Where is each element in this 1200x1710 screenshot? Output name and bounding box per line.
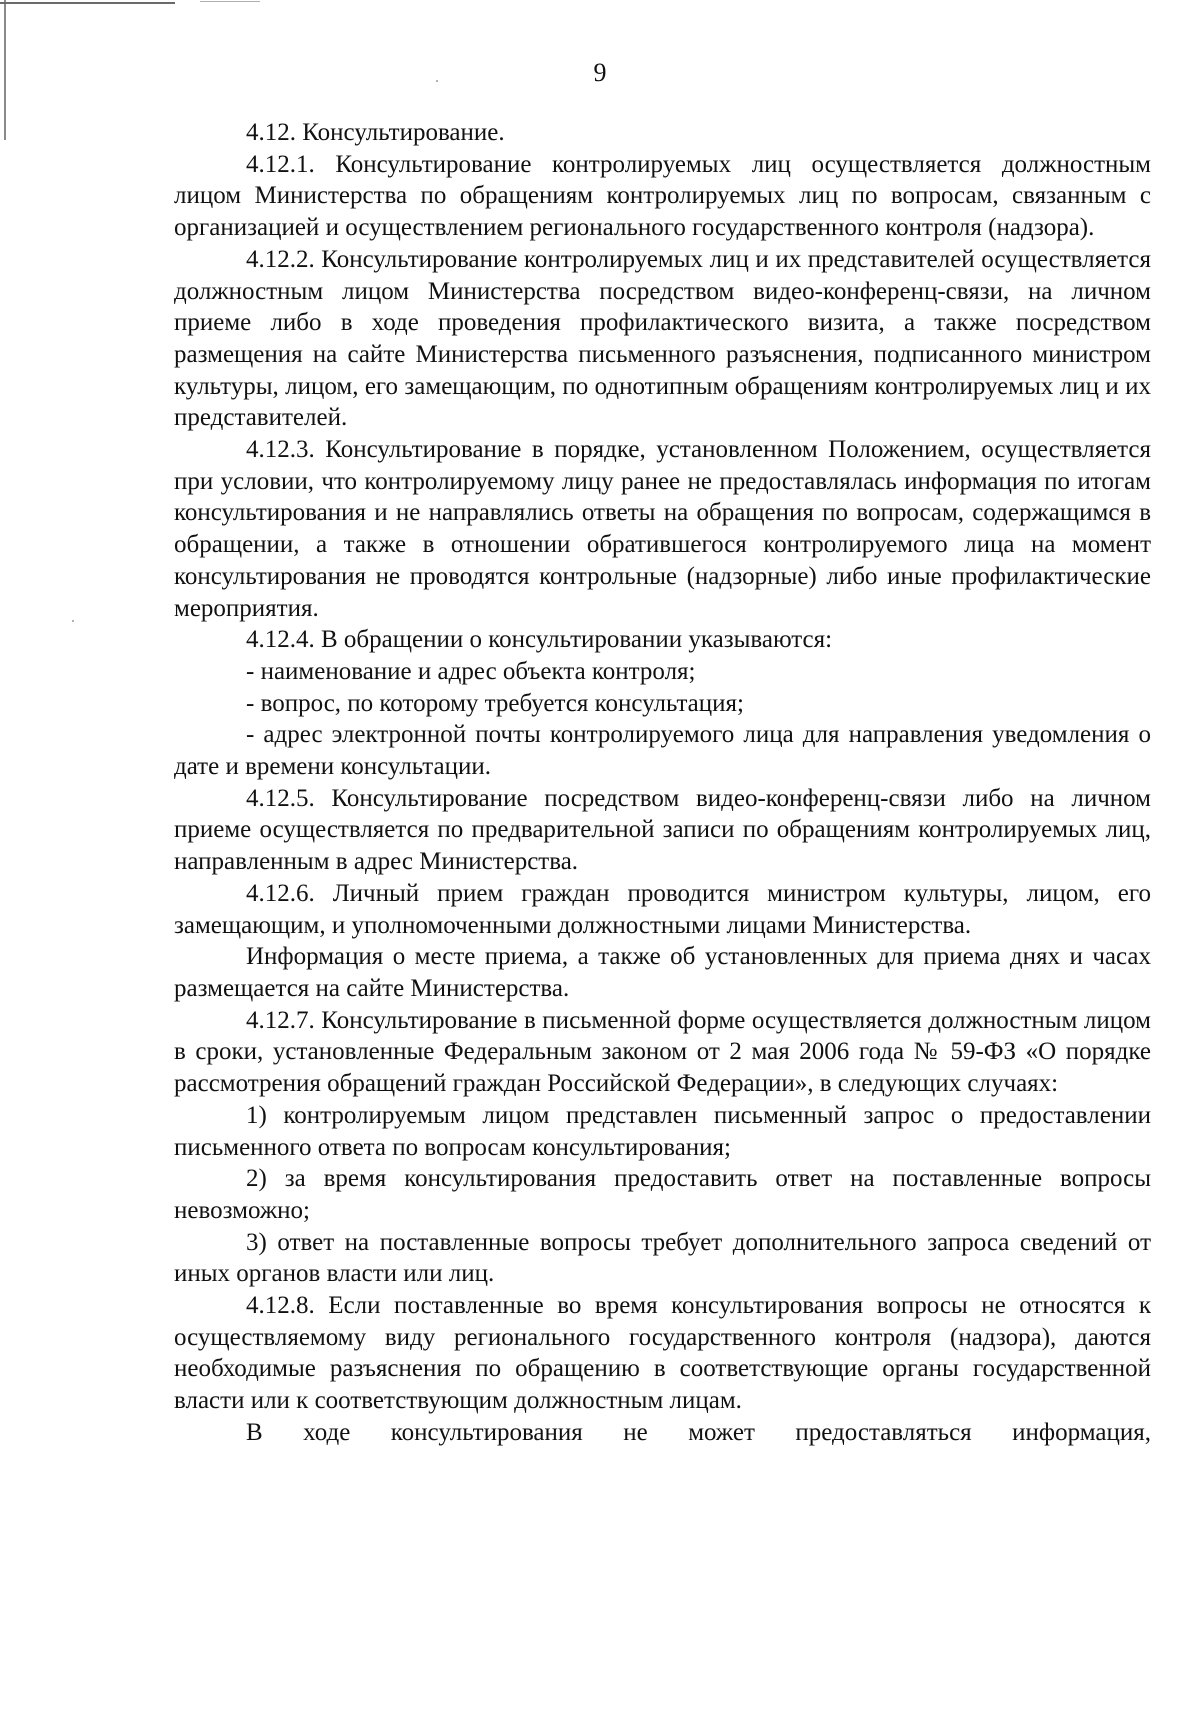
list-item: - адрес электронной почты контролируемого лица для направления уведомления о дате и времени консультации. (174, 721, 1151, 781)
scan-edge-artifact (0, 2, 175, 4)
document-body (174, 117, 1151, 1449)
list-item: 3) ответ на поставленные вопросы требует дополнительного запроса сведений от иных органов власти или лиц. (174, 1228, 1151, 1288)
list-item: - вопрос, по которому требуется консультация; (246, 689, 744, 717)
paragraph: В ходе консультирования не может предоставляться информация, (246, 1418, 1151, 1446)
page-number: 9 (593, 58, 607, 87)
paragraph: 4.12.2. Консультирование контролируемых лиц и их представителей осуществляется должностным лицом Министерства посредством видео-конференц-связи, на личном приеме либо в ходе проведения профилактического визита, а также посредством размещения на сайте Министерства письменного разъяснения, подписанного министром культуры, лицом, его замещающим, по однотипным обращениям контролируемых лиц и их представителей. (174, 245, 1151, 432)
paragraph: 4.12.7. Консультирование в письменной форме осуществляется должностным лицом в сроки, установленные Федеральным законом от 2 мая 2006 года № 59-ФЗ «О порядке рассмотрения обращений граждан Российской Федерации», в следующих случаях: (174, 1006, 1151, 1098)
list-item: - наименование и адрес объекта контроля; (246, 657, 696, 685)
list-item: 1) контролируемым лицом представлен письменный запрос о предоставлении письменного ответа по вопросам консультирования; (174, 1101, 1151, 1161)
paragraph: 4.12.4. В обращении о консультировании указываются: (246, 626, 833, 654)
paragraph: 4.12.6. Личный прием граждан проводится министром культуры, лицом, его замещающим, и уполномоченными должностными лицами Министерства. (174, 879, 1151, 939)
list-item: 2) за время консультирования предоставить ответ на поставленные вопросы невозможно; (174, 1165, 1151, 1224)
paragraph: 4.12.5. Консультирование посредством видео-конференц-связи либо на личном приеме осуществляется по предварительной записи по обращениям контролируемых лиц, направленным в адрес Министерства. (174, 784, 1151, 876)
paragraph: 4.12.3. Консультирование в порядке, установленном Положением, осуществляется при условии, что контролируемому лицу ранее не предоставлялась информация по итогам консультирования и не направлялись ответы на обращения по вопросам, содержащимся в обращении, а также в отношении обратившегося контролируемого лица на момент консультирования не проводятся контрольные (надзорные) либо иные профилактические мероприятия. (174, 436, 1151, 622)
scan-edge-artifact (200, 1, 260, 2)
section-heading: 4.12. Консультирование. (246, 119, 505, 146)
paragraph: 4.12.8. Если поставленные во время консультирования вопросы не относятся к осуществляемому виду регионального государственного контроля (надзора), даются необходимые разъяснения по обращению в соответствующие органы государственной власти или к соответствующим должностным лицам. (174, 1292, 1151, 1415)
scan-speck (72, 620, 74, 622)
paragraph: 4.12.1. Консультирование контролируемых лиц осуществляется должностным лицом Министерства по обращениям контролируемых лиц по вопросам, связанным с организацией и осуществлением регионального государственного контроля (надзора). (174, 150, 1151, 242)
paragraph: Информация о месте приема, а также об установленных для приема днях и часах размещается на сайте Министерства. (174, 943, 1151, 1002)
